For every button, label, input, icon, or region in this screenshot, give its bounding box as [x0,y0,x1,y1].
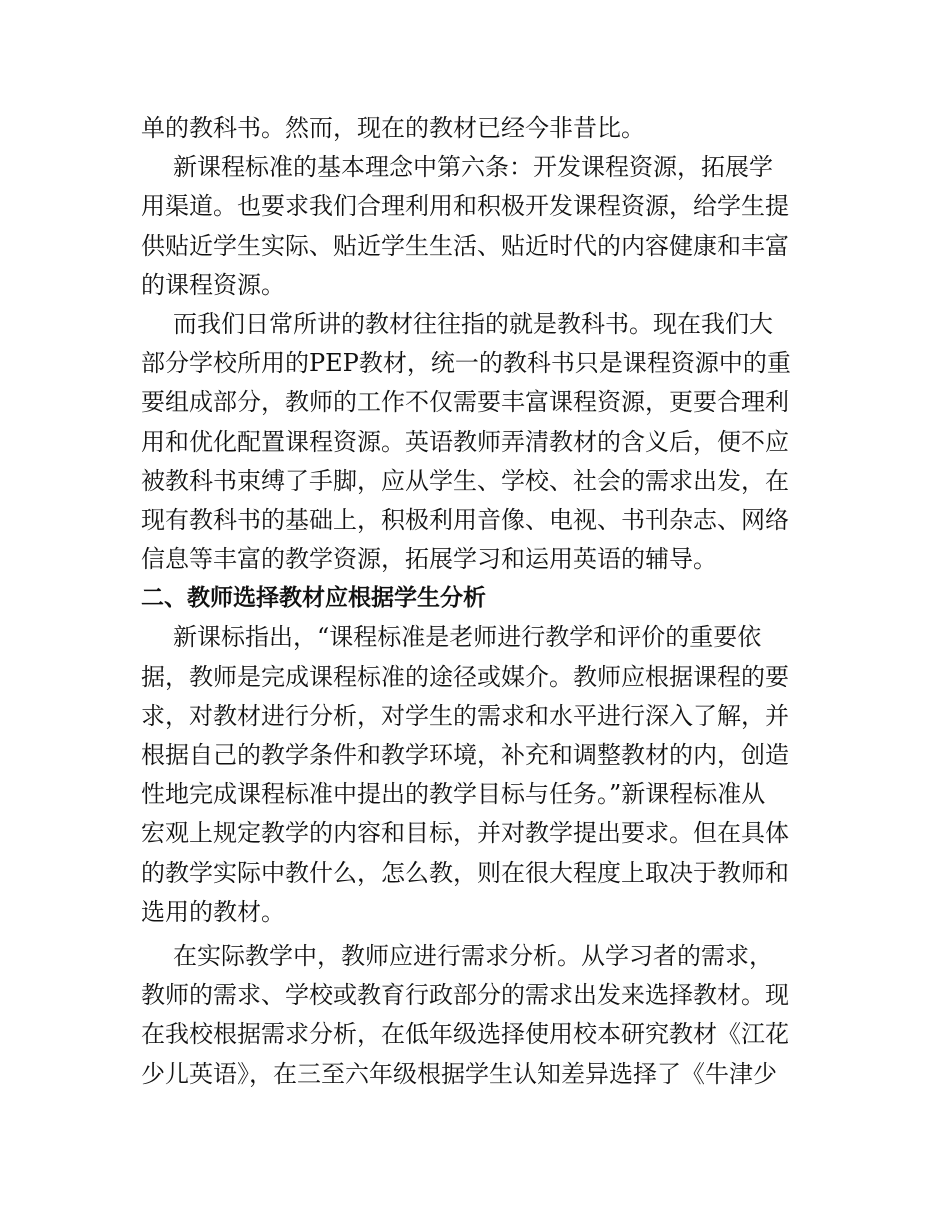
text-line: 部分学校所用的PEP教材，统一的教科书只是课程资源中的重 [141,349,791,378]
paragraph-new-standard [141,618,809,932]
text-line: 据，教师是完成课程标准的途径或媒介。教师应根据课程的要 [141,662,789,691]
text-line: 而我们日常所讲的教材往往指的就是教科书。现在我们大 [173,309,773,338]
paragraph-curriculum-principle [141,148,809,305]
text-line: 根据自己的教学条件和教学环境，补充和调整教材的内，创造 [141,741,789,769]
text-line: 选用的教材。 [141,897,285,926]
text-line: 被教科书束缚了手脚，应从学生、学校、社会的需求出发，在 [141,466,789,495]
paragraph-textbook-meaning [141,305,809,579]
text-line: 求，对教材进行分析，对学生的需求和水平进行深入了解，并 [141,701,789,730]
text-line: 信息等丰富的教学资源，拓展学习和运用英语的辅导。 [141,545,717,574]
text-line: 现有教科书的基础上，积极利用音像、电视、书刊杂志、网络 [141,505,789,534]
text-line: 单的教科书。然而，现在的教材已经今非昔比。 [141,114,645,142]
text-line: 的教学实际中教什么，怎么教，则在很大程度上取决于教师和 [141,858,789,887]
text-line: 供贴近学生实际、贴近学生生活、贴近时代的内容健康和丰富 [141,231,789,260]
text-line: 在我校根据需求分析，在低年级选择使用校本研究教材《江花 [141,1020,789,1049]
text-line: 少儿英语》，在三至六年级根据学生认知差异选择了《牛津少 [141,1059,777,1088]
text-line: 教师的需求、学校或教育行政部分的需求出发来选择教材。现 [141,981,789,1010]
text-line: 新课标指出，“课程标准是老师进行教学和评价的重要依 [173,623,762,652]
paragraph-continuation [141,109,809,148]
document-page [141,109,809,1094]
text-line: 用渠道。也要求我们合理利用和积极开发课程资源，给学生提 [141,192,789,221]
text-line: 用和优化配置课程资源。英语教师弄清教材的含义后，便不应 [141,427,789,456]
text-line: 性地完成课程标准中提出的教学目标与任务。”新课程标准从 [141,780,766,809]
text-line: 在实际教学中，教师应进行需求分析。从学习者的需求， [173,941,773,970]
paragraph-needs-analysis [141,937,809,1094]
section-heading: 二、教师选择教材应根据学生分析 [141,585,486,612]
text-line: 宏观上规定教学的内容和目标，并对教学提出要求。但在具体 [141,819,789,848]
text-line: 的课程资源。 [141,270,285,299]
text-line: 新课程标准的基本理念中第六条：开发课程资源，拓展学 [173,153,773,182]
text-line: 要组成部分，教师的工作不仅需要丰富课程资源，更要合理利 [141,388,789,417]
